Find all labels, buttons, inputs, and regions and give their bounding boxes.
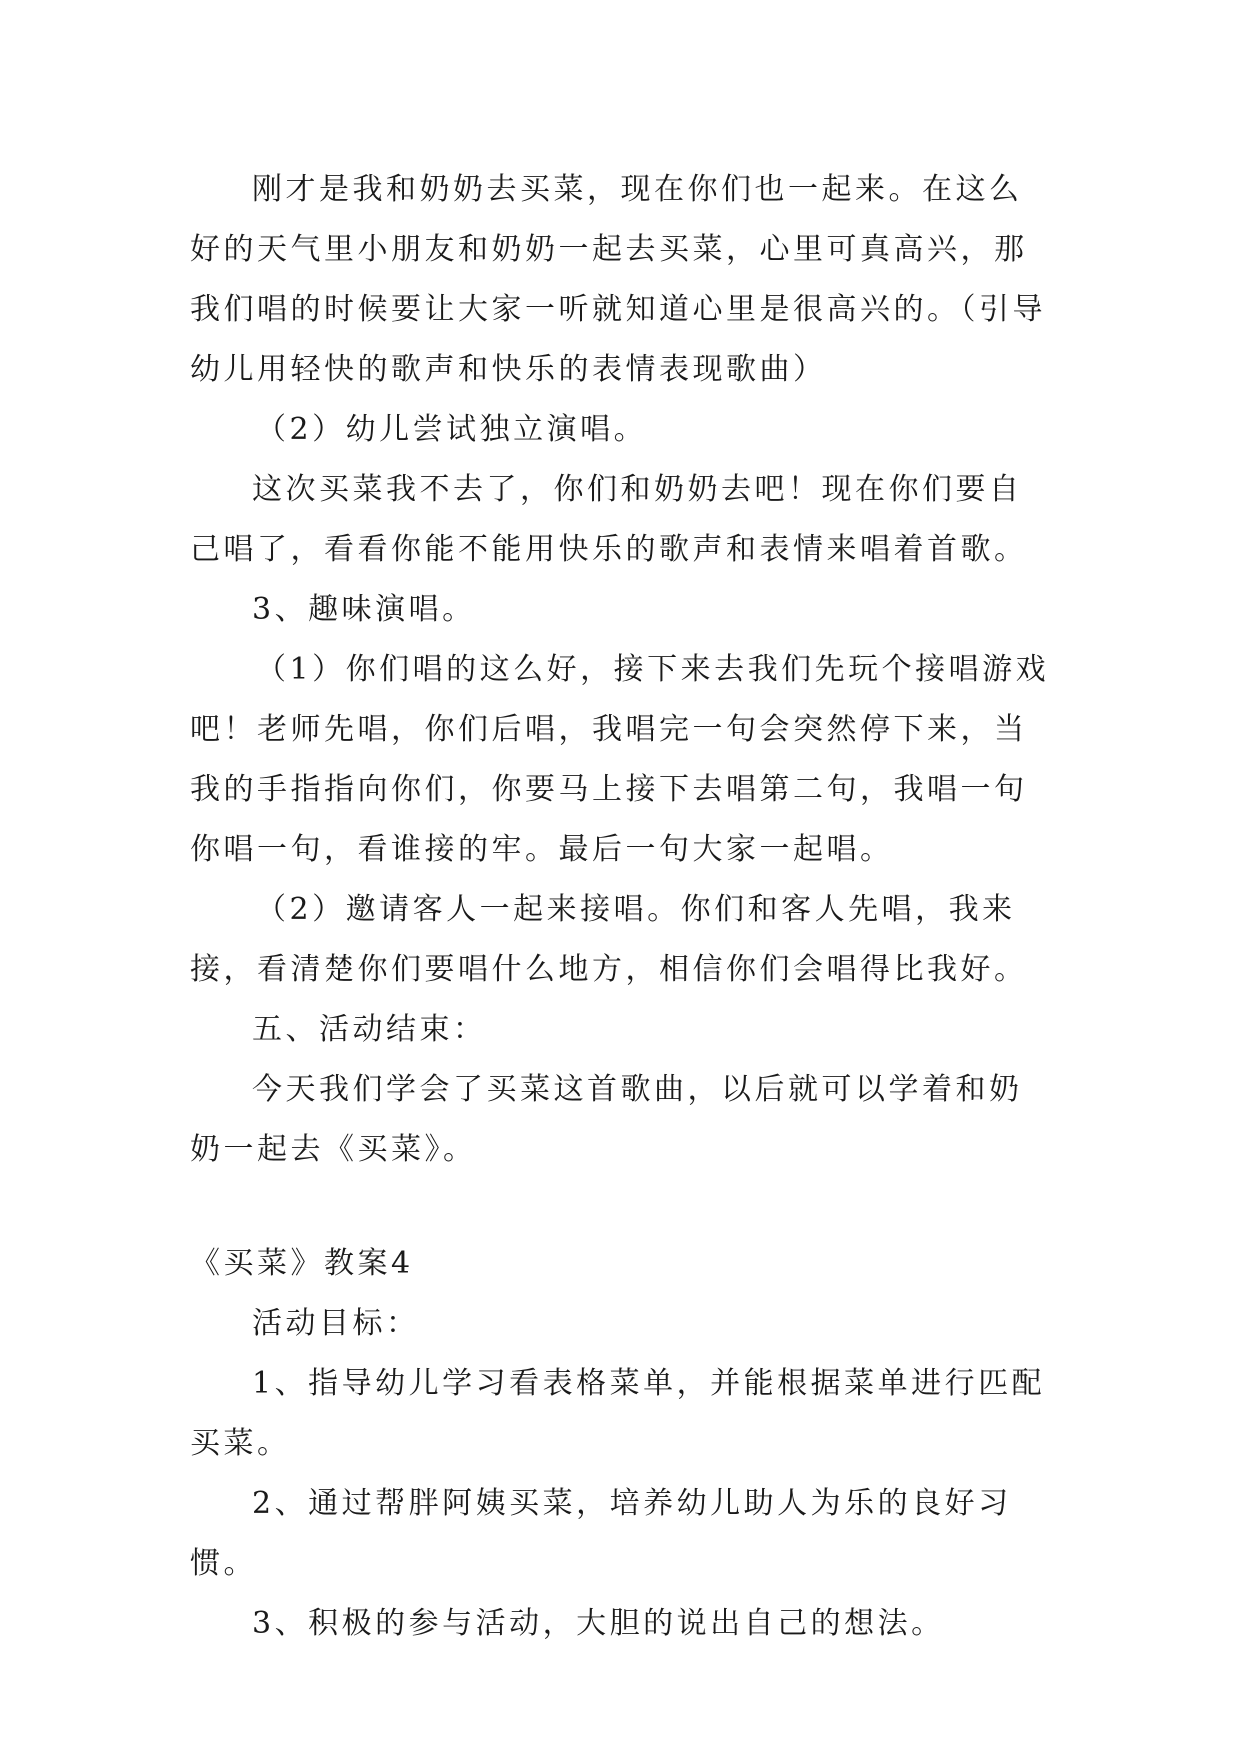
paragraph-activity-goals: 活动目标：: [252, 1306, 420, 1341]
paragraph-activity-end: 五、活动结束：: [252, 1012, 487, 1047]
paragraph-goal-3: 3、积极的参与活动，大胆的说出自己的想法。: [252, 1606, 945, 1641]
paragraph-goal-1: 1、指导幼儿学习看表格菜单，并能根据菜单进行匹配买菜。: [190, 1366, 1046, 1461]
paragraph-invite-guests: （2）邀请客人一起来接唱。你们和客人先唱，我来接，看清楚你们要唱什么地方，相信你们会唱得比我好。: [190, 892, 1028, 987]
section-title: 《买菜》教案4: [190, 1246, 414, 1281]
paragraph-singing-intro: 刚才是我和奶奶去买菜，现在你们也一起来。在这么好的天气里小朋友和奶奶一起去买菜，心里可真高兴，那我们唱的时候要让大家一听就知道心里是很高兴的。（引导幼儿用轻快的歌声和快乐的表情表现歌曲）: [190, 172, 1046, 387]
paragraph-solo-instruction: 这次买菜我不去了，你们和奶奶去吧！现在你们要自己唱了，看看你能不能用快乐的歌声和表情来唱着首歌。: [190, 472, 1028, 567]
paragraph-relay-game: （1）你们唱的这么好，接下来去我们先玩个接唱游戏吧！老师先唱，你们后唱，我唱完一句会突然停下来，当我的手指指向你们，你要马上接下去唱第二句，我唱一句你唱一句，看谁接的牢。最后一句大家一起唱。: [190, 652, 1050, 867]
paragraph-closing: 今天我们学会了买菜这首歌曲，以后就可以学着和奶奶一起去《买菜》。: [190, 1072, 1023, 1167]
paragraph-step-2-solo: （2）幼儿尝试独立演唱。: [256, 412, 648, 447]
paragraph-fun-singing: 3、趣味演唱。: [252, 592, 476, 627]
paragraph-goal-2: 2、通过帮胖阿姨买菜，培养幼儿助人为乐的良好习惯。: [190, 1486, 1012, 1581]
document-body: [190, 160, 1050, 1654]
